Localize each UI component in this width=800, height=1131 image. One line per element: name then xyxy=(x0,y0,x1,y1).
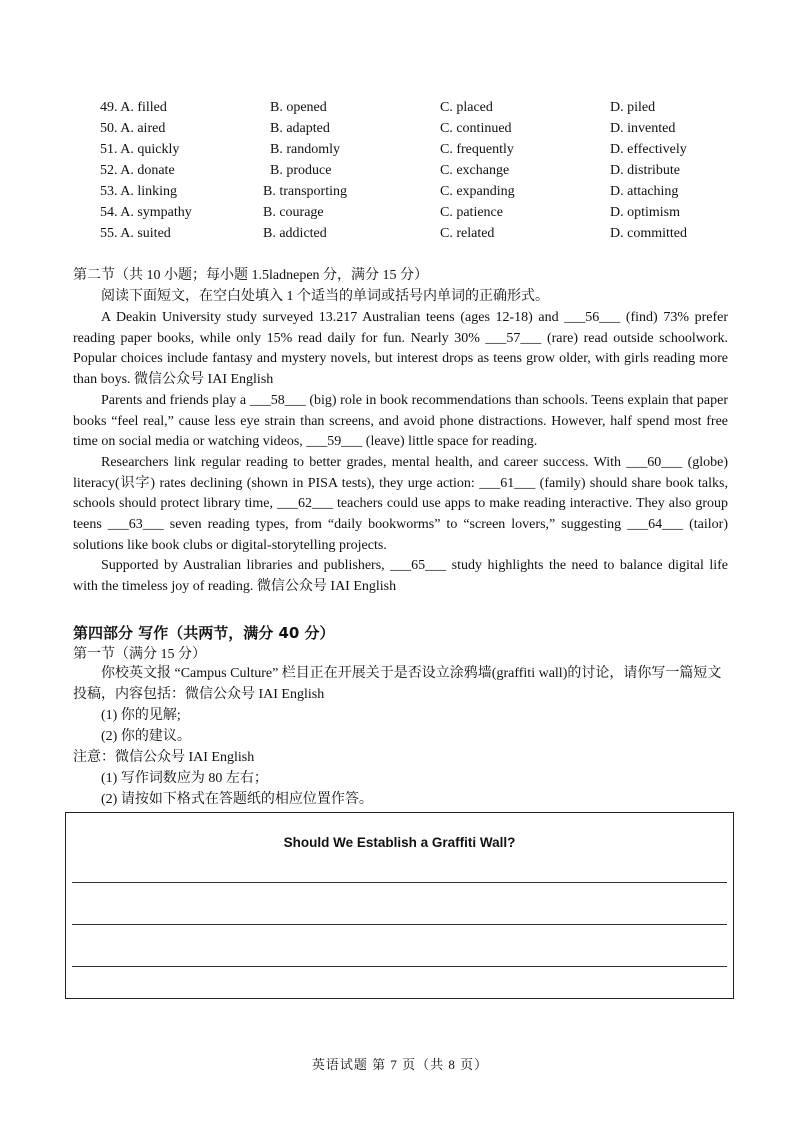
option-a: 53. A. linking xyxy=(100,184,178,199)
answer-box-title: Should We Establish a Graffiti Wall? xyxy=(283,835,516,850)
writing-prompt-line-1: 你校英文报 “Campus Culture” 栏目正在开展关于是否设立涂鸦墙(graffiti wall)的讨论，请你写一篇短文 xyxy=(101,666,722,681)
writing-prompt-line-2: 投稿，内容包括：微信公众号 IAI English xyxy=(73,687,325,702)
option-a: 54. A. sympathy xyxy=(100,205,192,220)
option-c: C. expanding xyxy=(440,184,515,199)
page-footer: 英语试题 第 7 页（共 8 页） xyxy=(311,1057,489,1072)
option-b: B. courage xyxy=(263,205,324,220)
passage-paragraph-1: A Deakin University study surveyed 13.217 Australian teens (ages 12-18) and ___56___ (find) 73% prefer reading paper books, while only 15% read daily for fun. Nearly 30% ___57___ (rare) read outside schoolwork. Popular choices include fantasy and mystery novels, but interest drops as teens grow older, with girls reading more than boys. 微信公众号 IAI English xyxy=(73,310,728,388)
option-b: B. adapted xyxy=(270,121,330,136)
option-b: B. transporting xyxy=(263,184,347,199)
option-a: 55. A. suited xyxy=(100,226,171,241)
writing-note-2: (2) 请按如下格式在答题纸的相应位置作答。 xyxy=(101,792,373,807)
option-c: C. exchange xyxy=(440,163,510,178)
writing-note-1: (1) 写作词数应为 80 左右； xyxy=(101,771,268,786)
part-4-title: 第四部分 写作（共两节，满分 40 分） xyxy=(73,624,335,642)
option-row-55 xyxy=(100,223,740,244)
option-b: B. produce xyxy=(270,163,332,178)
option-b: B. opened xyxy=(270,100,327,115)
option-d: D. invented xyxy=(610,121,676,136)
section-2-instruction: 阅读下面短文，在空白处填入 1 个适当的单词或括号内单词的正确形式。 xyxy=(101,289,549,304)
option-row-49 xyxy=(100,97,740,118)
answer-line xyxy=(72,882,727,883)
option-c: C. frequently xyxy=(440,142,514,157)
option-c: C. patience xyxy=(440,205,503,220)
option-d: D. distribute xyxy=(610,163,680,178)
option-row-53 xyxy=(100,181,740,202)
passage-paragraph-4: Supported by Australian libraries and publishers, ___65___ study highlights the need to balance digital life with the timeless joy of reading. 微信公众号 IAI English xyxy=(73,558,728,595)
option-a: 49. A. filled xyxy=(100,100,167,115)
option-row-52 xyxy=(100,160,740,181)
answer-line xyxy=(72,966,727,967)
option-b: B. randomly xyxy=(270,142,340,157)
option-row-51 xyxy=(100,139,740,160)
answer-line xyxy=(72,924,727,925)
option-c: C. placed xyxy=(440,100,493,115)
writing-note-title: 注意：微信公众号 IAI English xyxy=(73,750,255,765)
passage-paragraph-3: Researchers link regular reading to better grades, mental health, and career success. With ___60___ (globe) literacy(识字) rates declining (shown in PISA tests), they urge action: ___61___ (family) should share book talks, schools should protect library time, ___62___ teachers could use apps to make reading interactive. They also group teens ___63___ seven reading types, from “daily bookworms” to “screen lovers,” suggesting ___64___ (tailor) solutions like book clubs or digital-storytelling projects. xyxy=(73,454,728,553)
option-d: D. committed xyxy=(610,226,687,241)
option-row-50 xyxy=(100,118,740,139)
writing-item-2: (2) 你的建议。 xyxy=(101,729,191,744)
passage-paragraph-2: Parents and friends play a ___58___ (big) role in book recommendations than schools. Teens explain that paper books “feel real,” cause less eye strain than screens, and avoid phone distractions. However, half spend most free time on social media or watching videos, ___59___ (leave) little space for reading. xyxy=(73,392,728,450)
option-d: D. attaching xyxy=(610,184,679,199)
option-c: C. continued xyxy=(440,121,512,136)
option-d: D. effectively xyxy=(610,142,687,157)
option-row-54 xyxy=(100,202,740,223)
answer-box xyxy=(65,812,734,999)
option-d: D. optimism xyxy=(610,205,681,220)
option-d: D. piled xyxy=(610,100,656,115)
option-a: 51. A. quickly xyxy=(100,142,180,157)
section-2-title: 第二节（共 10 小题；每小题 1.5ladnepen 分，满分 15 分） xyxy=(73,268,429,283)
option-c: C. related xyxy=(440,226,495,241)
option-a: 50. A. aired xyxy=(100,121,166,136)
option-a: 52. A. donate xyxy=(100,163,175,178)
writing-section-1-title: 第一节（满分 15 分） xyxy=(73,647,206,662)
writing-item-1: (1) 你的见解; xyxy=(101,708,181,723)
multiple-choice-options xyxy=(100,97,740,244)
cloze-passage xyxy=(73,308,728,598)
option-b: B. addicted xyxy=(263,226,327,241)
